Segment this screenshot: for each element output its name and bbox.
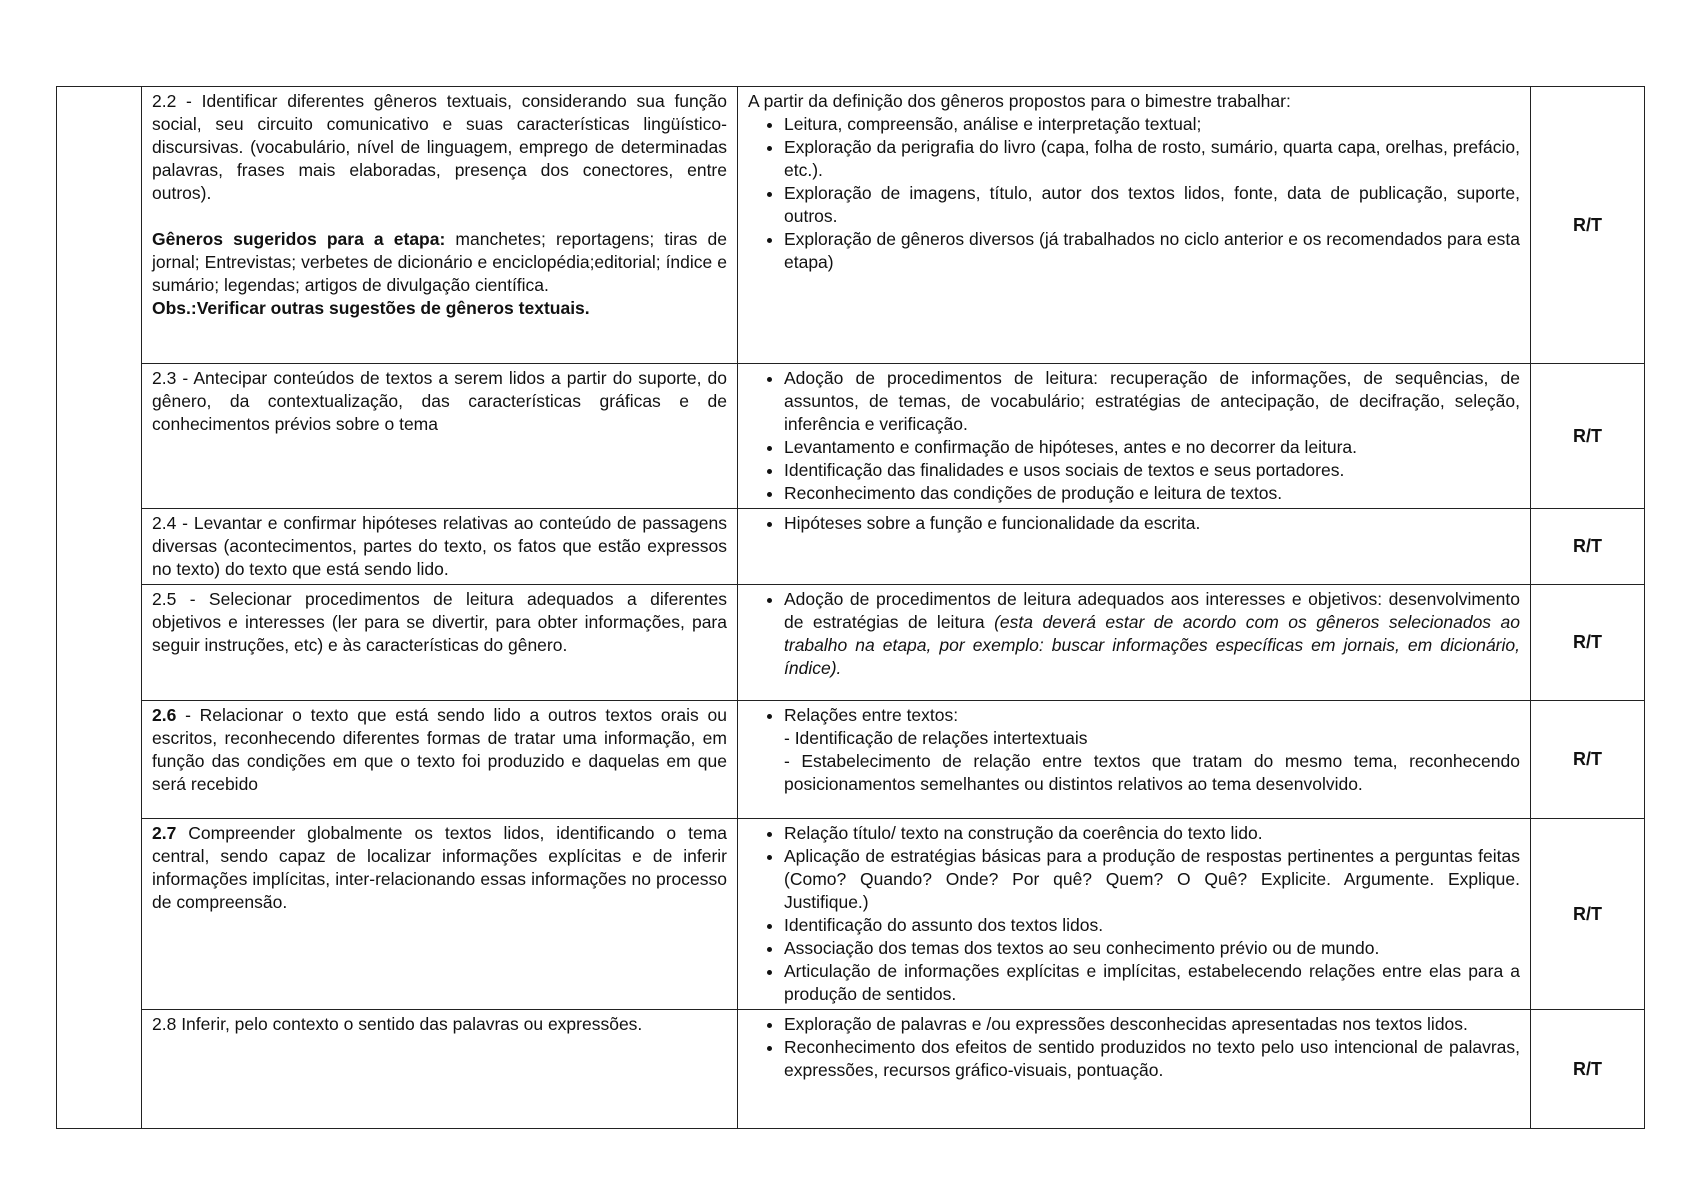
content-cell (738, 585, 1531, 701)
mark-cell: R/T (1531, 509, 1645, 585)
genres-text: manchetes; reportagens; tiras de jornal; Entrevistas; verbetes de dicionário e enciclopédia;editorial; índice e sumário; legendas; artigos de divulgação científica. (152, 229, 727, 295)
objective-number: 2.6 (152, 705, 177, 725)
content-list (748, 113, 1520, 274)
item-text: Adoção de procedimentos de leitura adequados aos interesses e objetivos: desenvolvimento de estratégias de leitura (784, 589, 1520, 632)
table-row (57, 87, 1645, 364)
list-item: • Articulação de informações explícitas e implícitas, estabelecendo relações entre elas para a produção de sentidos. (784, 960, 1520, 1006)
table-row (57, 701, 1645, 819)
list-item (784, 588, 1520, 680)
content-list (748, 1013, 1520, 1082)
content-list (748, 512, 1520, 535)
content-cell (738, 87, 1531, 364)
objective-cell: 2.3 - Antecipar conteúdos de textos a serem lidos a partir do suporte, do gênero, da contextualização, das características gráficas e de conhecimentos prévios sobre o tema (142, 364, 738, 509)
list-item: • Exploração de palavras e /ou expressões desconhecidas apresentadas nos textos lidos. (784, 1013, 1520, 1036)
curriculum-table (56, 86, 1645, 1129)
mark-cell: R/T (1531, 819, 1645, 1010)
table-row (57, 585, 1645, 701)
table-row (57, 364, 1645, 509)
list-item: • Levantamento e confirmação de hipóteses, antes e no decorrer da leitura. (784, 436, 1520, 459)
content-cell (738, 1010, 1531, 1129)
content-list (748, 367, 1520, 505)
list-item: • Identificação do assunto dos textos lidos. (784, 914, 1520, 937)
content-cell (738, 509, 1531, 585)
list-item: • Leitura, compreensão, análise e interpretação textual; (784, 113, 1520, 136)
objective-cell (142, 819, 738, 1010)
objective-cell (142, 701, 738, 819)
objective-text: 2.2 - Identificar diferentes gêneros textuais, considerando sua função social, seu circuito comunicativo e suas características lingüístico-discursivas. (vocabulário, nível de linguagem, emprego de determinadas palavras, frases mais elaboradas, presença dos conectores, entre outros). (152, 91, 727, 203)
objective-text: - Relacionar o texto que está sendo lido a outros textos orais ou escritos, reconhecendo diferentes formas de tratar uma informação, em função das condições em que o texto foi produzido e daquelas em que será recebido (152, 705, 727, 794)
list-item: • Reconhecimento dos efeitos de sentido produzidos no texto pelo uso intencional de palavras, expressões, recursos gráfico-visuais, pontuação. (784, 1036, 1520, 1082)
objective-cell: 2.4 - Levantar e confirmar hipóteses relativas ao conteúdo de passagens diversas (acontecimentos, partes do texto, os fatos que estão expressos no texto) do texto que está sendo lido. (142, 509, 738, 585)
list-item: • Aplicação de estratégias básicas para a produção de respostas pertinentes a perguntas feitas (Como? Quando? Onde? Por quê? Quem? O Quê? Explicite. Argumente. Explique. Justifique.) (784, 845, 1520, 914)
list-item: • Reconhecimento das condições de produção e leitura de textos. (784, 482, 1520, 505)
content-cell (738, 364, 1531, 509)
sub-item: - Estabelecimento de relação entre textos que tratam do mesmo tema, reconhecendo posicionamentos semelhantes ou distintos relativos ao tema desenvolvido. (784, 751, 1520, 794)
list-item (784, 704, 1520, 796)
item-title: Relações entre textos: (784, 705, 959, 725)
list-item: • Hipóteses sobre a função e funcionalidade da escrita. (784, 512, 1520, 535)
list-item: • Relação título/ texto na construção da coerência do texto lido. (784, 822, 1520, 845)
obs-note: Obs.:Verificar outras sugestões de gêneros textuais. (152, 298, 590, 318)
table-row (57, 509, 1645, 585)
list-item: • Exploração de gêneros diversos (já trabalhados no ciclo anterior e os recomendados para esta etapa) (784, 228, 1520, 274)
item-italic-note: (esta deverá estar de acordo com os gêneros selecionados ao trabalho na etapa, por exemplo: buscar informações específicas em jornais, em dicionário, índice). (784, 612, 1520, 678)
objective-cell: 2.5 - Selecionar procedimentos de leitura adequados a diferentes objetivos e interesses (ler para se divertir, para obter informações, para seguir instruções, etc) e às características do gênero. (142, 585, 738, 701)
objective-text: Compreender globalmente os textos lidos, identificando o tema central, sendo capaz de localizar informações explícitas e de inferir informações implícitas, inter-relacionando essas informações no processo de compreensão. (152, 823, 727, 912)
objective-number: 2.7 (152, 823, 177, 843)
mark-cell: R/T (1531, 87, 1645, 364)
list-item: • Exploração da perigrafia do livro (capa, folha de rosto, sumário, quarta capa, orelhas, prefácio, etc.). (784, 136, 1520, 182)
suggested-genres (152, 228, 727, 297)
content-cell (738, 701, 1531, 819)
genres-label: Gêneros sugeridos para a etapa: (152, 229, 446, 249)
objective-cell (142, 87, 738, 364)
objective-cell: 2.8 Inferir, pelo contexto o sentido das palavras ou expressões. (142, 1010, 738, 1129)
list-item: • Identificação das finalidades e usos sociais de textos e seus portadores. (784, 459, 1520, 482)
sub-item: - Identificação de relações intertextuais (784, 728, 1088, 748)
content-list (748, 588, 1520, 680)
list-item: • Associação dos temas dos textos ao seu conhecimento prévio ou de mundo. (784, 937, 1520, 960)
mark-cell: R/T (1531, 364, 1645, 509)
content-list (748, 704, 1520, 796)
mark-cell: R/T (1531, 1010, 1645, 1129)
table-row (57, 1010, 1645, 1129)
content-intro: A partir da definição dos gêneros propostos para o bimestre trabalhar: (748, 91, 1291, 111)
mark-cell: R/T (1531, 701, 1645, 819)
blank-cell (57, 87, 142, 1129)
list-item: • Exploração de imagens, título, autor dos textos lidos, fonte, data de publicação, suporte, outros. (784, 182, 1520, 228)
content-list (748, 822, 1520, 1006)
mark-cell: R/T (1531, 585, 1645, 701)
list-item: • Adoção de procedimentos de leitura: recuperação de informações, de sequências, de assuntos, de temas, de vocabulário; estratégias de antecipação, de decifração, seleção, inferência e verificação. (784, 367, 1520, 436)
table-row (57, 819, 1645, 1010)
content-cell (738, 819, 1531, 1010)
